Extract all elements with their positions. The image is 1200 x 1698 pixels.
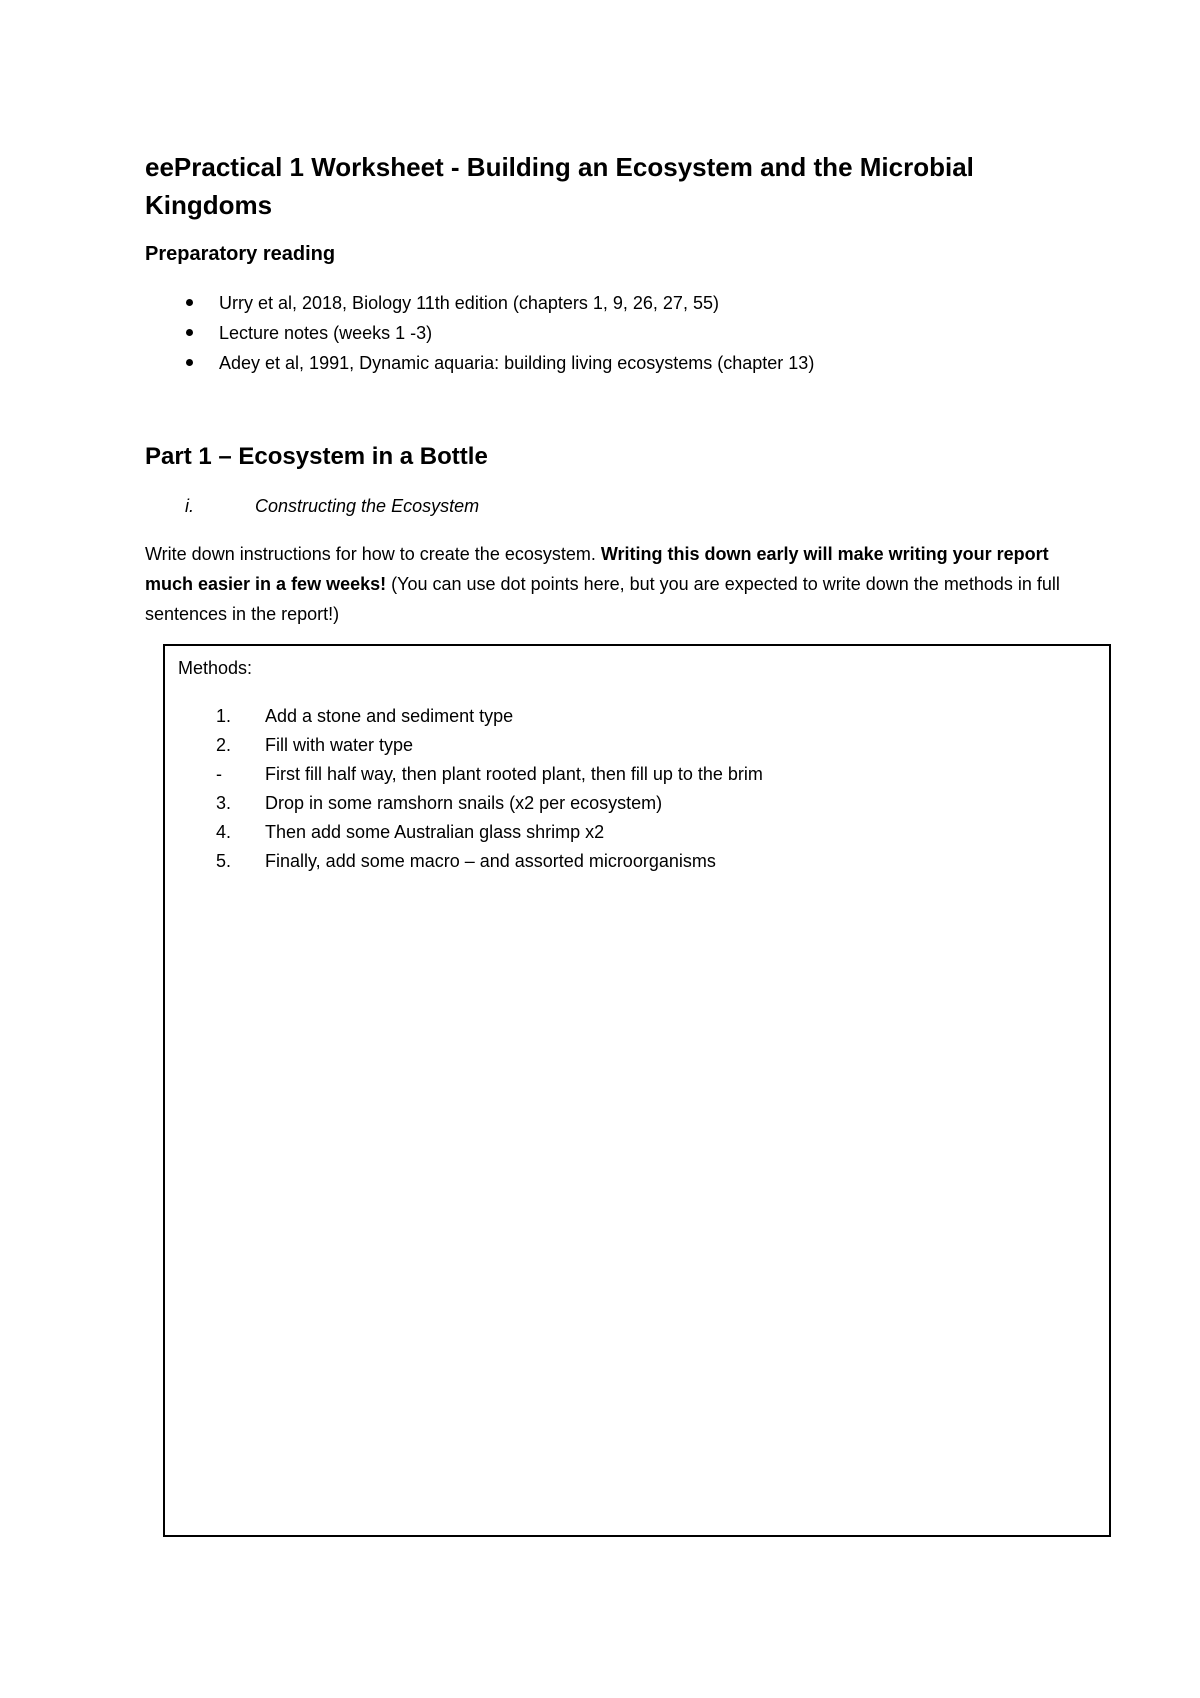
list-item	[145, 348, 814, 378]
step-marker: -	[216, 764, 222, 784]
subsection-title: Constructing the Ecosystem	[255, 496, 480, 516]
subsection-heading	[145, 496, 479, 517]
methods-answer-box[interactable]	[163, 644, 1111, 1537]
subsection-numeral: i.	[185, 496, 194, 516]
step-marker: 3.	[216, 793, 232, 813]
instructions-bold: Writing this down early will make writing your report much easier in a few weeks!	[145, 544, 1049, 594]
methods-label: Methods:	[178, 658, 253, 678]
reading-list	[145, 288, 814, 378]
reading-item-text: Adey et al, 1991, Dynamic aquaria: building living ecosystems (chapter 13)	[219, 353, 815, 373]
part-1-heading: Part 1 – Ecosystem in a Bottle	[145, 443, 488, 470]
step-text: Fill with water type	[265, 735, 414, 755]
page-title: eePractical 1 Worksheet - Building an Ecosystem and the Microbial Kingdoms	[145, 152, 974, 220]
step-text: Drop in some ramshorn snails (x2 per ecosystem)	[265, 793, 663, 813]
step-marker: 5.	[216, 851, 232, 871]
list-item	[178, 847, 763, 876]
instructions-tail: (You can use dot points here, but you are expected to write down the methods in full sentences in the report!)	[145, 574, 1060, 624]
step-text: Add a stone and sediment type	[265, 706, 514, 726]
instructions-plain: Write down instructions for how to create the ecosystem.	[145, 544, 601, 564]
list-item	[178, 760, 763, 789]
bullet-icon	[186, 299, 193, 306]
step-marker: 2.	[216, 735, 232, 755]
step-text: First fill half way, then plant rooted plant, then fill up to the brim	[265, 764, 763, 784]
list-item	[178, 789, 763, 818]
step-marker: 4.	[216, 822, 232, 842]
step-text: Finally, add some macro – and assorted microorganisms	[265, 851, 716, 871]
step-text: Then add some Australian glass shrimp x2	[265, 822, 605, 842]
bullet-icon	[186, 329, 193, 336]
instructions-paragraph	[145, 539, 1070, 629]
list-item	[178, 818, 763, 847]
preparatory-reading-heading: Preparatory reading	[145, 243, 336, 265]
list-item	[145, 288, 814, 318]
step-marker: 1.	[216, 706, 232, 726]
methods-list	[178, 702, 763, 876]
reading-item-text: Urry et al, 2018, Biology 11th edition (chapters 1, 9, 26, 27, 55)	[219, 293, 719, 313]
list-item	[145, 318, 814, 348]
list-item	[178, 731, 763, 760]
list-item	[178, 702, 763, 731]
bullet-icon	[186, 359, 193, 366]
reading-item-text: Lecture notes (weeks 1 -3)	[219, 323, 433, 343]
